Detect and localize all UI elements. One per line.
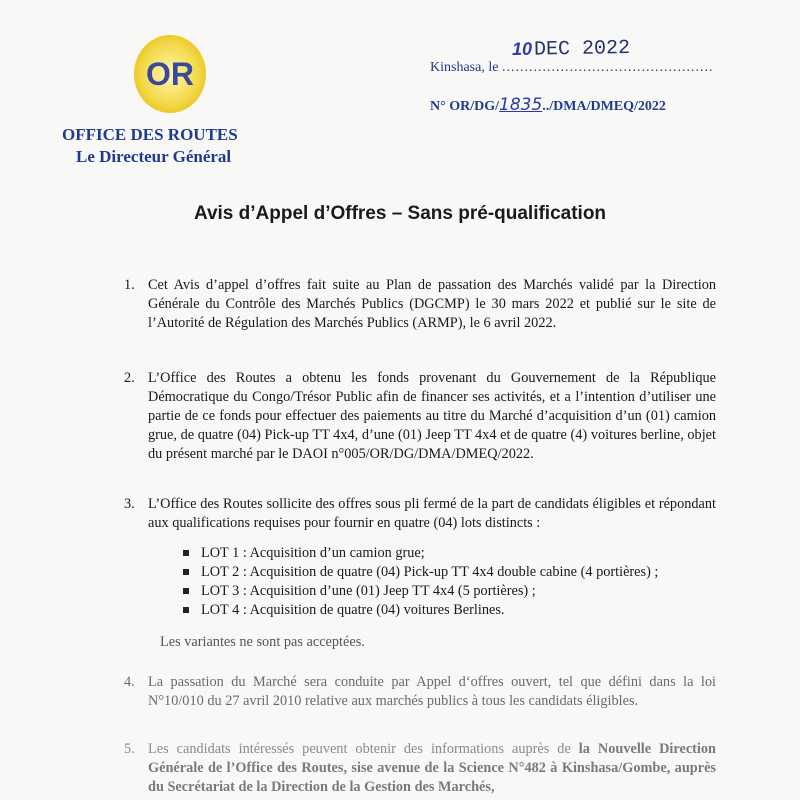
bullet-icon [183, 607, 189, 613]
org-block [62, 124, 238, 168]
item-number: 5. [124, 741, 135, 757]
place-label: Kinshasa, le [430, 60, 499, 75]
variants-note: Les variantes ne sont pas acceptées. [160, 634, 365, 650]
item-number: 1. [124, 277, 135, 293]
item-bold-text: la Nouvelle Direction Générale de l’Office des Routes, sise avenue de la Science N°482 à Kinshasa/Gombe, auprès du Secrétariat de la Direction de la Gestion des Marchés, [148, 741, 717, 795]
ref-prefix: N° OR/DG/ [430, 99, 499, 114]
lot-item: LOT 1 : Acquisition d’un camion grue; [183, 544, 658, 563]
date-stamp [512, 37, 630, 62]
office-des-routes-logo [132, 34, 208, 114]
stamp-day: 10 [511, 38, 533, 60]
item-number: 4. [124, 674, 135, 690]
stamp-date-text: DEC 2022 [533, 36, 631, 62]
place-date-line [430, 60, 713, 76]
item-number: 3. [124, 496, 135, 512]
page-title: Avis d’Appel d’Offres – Sans pré-qualification [193, 203, 607, 224]
bullet-icon [183, 588, 189, 594]
lots-list [183, 544, 658, 620]
paragraph-3 [124, 495, 716, 533]
paragraph-4 [124, 673, 716, 711]
org-name: OFFICE DES ROUTES [62, 125, 238, 144]
reference-number [430, 95, 666, 115]
item-text: L’Office des Routes a obtenu les fonds provenant du Gouvernement de la République Démocratique du Congo/Trésor Public afin de financer ses activités, et a l’intention d’utiliser une partie de ce fonds pour effectuer des paiements au titre du Marché d’acquisition d’un (01) camion grue, de quatre (04) Pick-up TT 4x4, d’une (01) Jeep TT 4x4 et de quatre (4) voitures berline, objet du présent marché par le DAOI n°005/OR/DG/DMA/DMEQ/2022. [148, 370, 716, 462]
lot-item: LOT 2 : Acquisition de quatre (04) Pick-up TT 4x4 double cabine (4 portières) ; [183, 563, 658, 582]
paragraph-1 [124, 276, 716, 333]
item-text: Cet Avis d’appel d’offres fait suite au Plan de passation des Marchés validé par la Direction Générale du Contrôle des Marchés Publics (DGCMP) le 30 mars 2022 et publié sur le site de l’Autorité de Régulation des Marchés Publics (ARMP), le 6 avril 2022. [148, 277, 716, 331]
org-subtitle: Le Directeur Général [76, 147, 232, 166]
bullet-icon [183, 569, 189, 575]
ref-handwritten-number: 1835 [499, 95, 543, 115]
item-number: 2. [124, 370, 135, 386]
item-text: Les candidats intéressés peuvent obtenir des informations auprès de la Nouvelle Direction Générale de l’Office des Routes, sise avenue de la Science N°482 à Kinshasa/Gombe, auprès du Secrétariat de la Direction de la Gestion des Marchés, [148, 741, 717, 795]
svg-text:OR: OR [146, 56, 194, 92]
bullet-icon [183, 550, 189, 556]
item-text: L’Office des Routes sollicite des offres sous pli fermé de la part de candidats éligibles et répondant aux qualifications requises pour fournir en quatre (04) lots distincts : [148, 496, 716, 531]
ref-suffix: ../DMA/DMEQ/2022 [542, 99, 666, 114]
paragraph-5 [124, 740, 716, 797]
paragraph-2 [124, 369, 716, 464]
item-text: La passation du Marché sera conduite par Appel d‘offres ouvert, tel que défini dans la loi N°10/010 du 27 avril 2010 relative aux marchés publics à tous les candidats éligibles. [148, 674, 716, 709]
lot-item: LOT 3 : Acquisition d’une (01) Jeep TT 4x4 (5 portières) ; [183, 582, 658, 601]
dotted-line: ............................................... [501, 60, 714, 75]
lot-item: LOT 4 : Acquisition de quatre (04) voitures Berlines. [183, 601, 658, 620]
